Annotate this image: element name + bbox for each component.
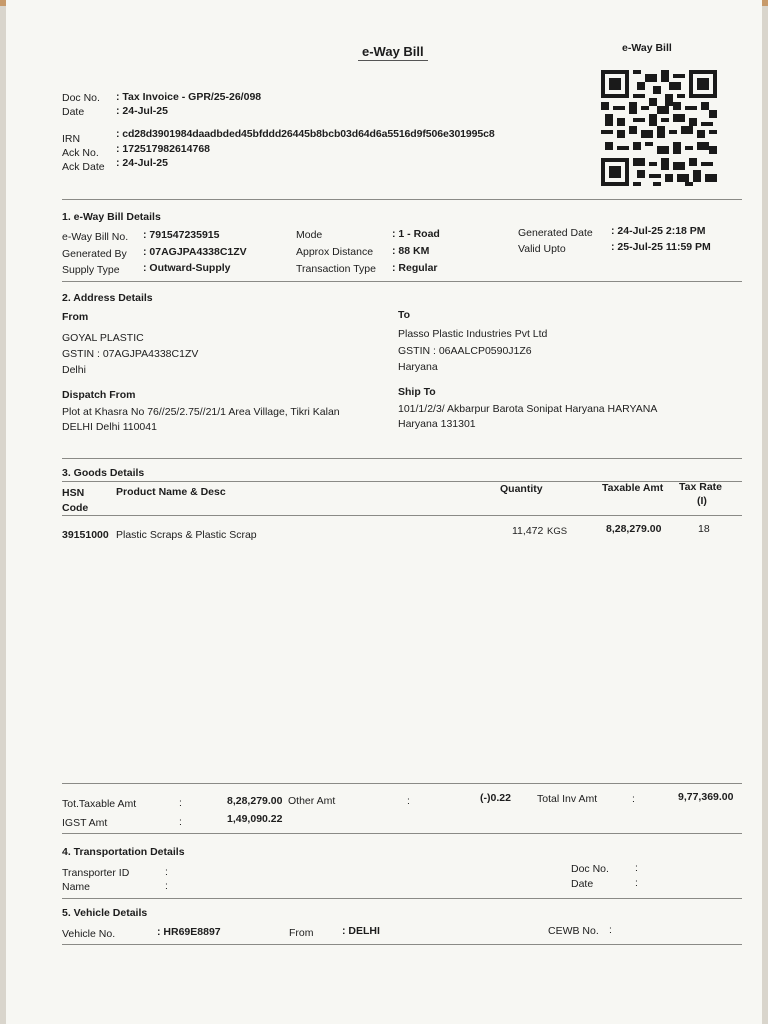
ship-to-label: Ship To bbox=[398, 386, 436, 398]
col-product-header: Product Name & Desc bbox=[116, 486, 226, 498]
ship-line-2: Haryana 131301 bbox=[398, 418, 476, 430]
divider bbox=[62, 898, 742, 899]
generated-date-label: Generated Date bbox=[518, 227, 593, 239]
title-underline bbox=[358, 60, 428, 61]
ack-no-value: : 172517982614768 bbox=[116, 143, 211, 155]
col-taxable-header: Taxable Amt bbox=[602, 482, 664, 494]
quantity-cell: 11,472 bbox=[512, 525, 544, 537]
ack-date-label: Ack Date bbox=[62, 161, 105, 173]
colon: : bbox=[635, 877, 638, 889]
igst-value: 1,49,090.22 bbox=[227, 813, 283, 825]
vehicle-no-label: Vehicle No. bbox=[62, 928, 116, 940]
from-name: GOYAL PLASTIC bbox=[62, 332, 144, 344]
qr-code-icon bbox=[600, 70, 718, 186]
col-hsn-header-2: Code bbox=[62, 502, 89, 514]
divider bbox=[62, 515, 742, 516]
colon: : bbox=[179, 797, 182, 809]
product-cell: Plastic Scraps & Plastic Scrap bbox=[116, 529, 257, 541]
ack-no-label: Ack No. bbox=[62, 147, 99, 159]
transporter-id-label: Transporter ID bbox=[62, 867, 130, 879]
colon: : bbox=[179, 816, 182, 828]
colon: : bbox=[609, 924, 612, 936]
colon: : bbox=[632, 793, 635, 805]
section-ewb-title: 1. e-Way Bill Details bbox=[62, 211, 161, 223]
section-transport-title: 4. Transportation Details bbox=[62, 846, 185, 858]
doc-no-label: Doc No. bbox=[62, 92, 100, 104]
transaction-type-label: Transaction Type bbox=[296, 263, 376, 275]
cewb-no-label: CEWB No. bbox=[548, 925, 599, 937]
to-label: To bbox=[398, 309, 411, 321]
from-label: From bbox=[62, 311, 89, 323]
dispatch-line-1: Plot at Khasra No 76//25/2.75//21/1 Area Village, Tikri Kalan bbox=[62, 406, 340, 418]
rate-cell: 18 bbox=[698, 523, 710, 535]
other-amt-value: (-)0.22 bbox=[480, 792, 511, 804]
to-state: Haryana bbox=[398, 361, 438, 373]
date-value: : 24-Jul-25 bbox=[116, 105, 168, 117]
divider bbox=[62, 281, 742, 282]
from-gstin: GSTIN : 07AGJPA4338C1ZV bbox=[62, 348, 199, 360]
total-inv-value: 9,77,369.00 bbox=[678, 791, 734, 803]
dispatch-line-2: DELHI Delhi 110041 bbox=[62, 421, 157, 433]
valid-upto-label: Valid Upto bbox=[518, 243, 566, 255]
igst-label: IGST Amt bbox=[62, 817, 108, 829]
divider bbox=[62, 199, 742, 200]
colon: : bbox=[165, 866, 168, 878]
transport-doc-no-label: Doc No. bbox=[571, 863, 609, 875]
section-goods-title: 3. Goods Details bbox=[62, 467, 145, 479]
colon: : bbox=[165, 880, 168, 892]
to-gstin: GSTIN : 06AALCP0590J1Z6 bbox=[398, 345, 532, 357]
divider bbox=[62, 783, 742, 784]
generated-by-label: Generated By bbox=[62, 248, 127, 260]
tot-taxable-label: Tot.Taxable Amt bbox=[62, 798, 137, 810]
mode-label: Mode bbox=[296, 229, 323, 241]
vehicle-from-label: From bbox=[289, 927, 314, 939]
divider bbox=[62, 458, 742, 459]
generated-date-value: : 24-Jul-25 2:18 PM bbox=[611, 225, 706, 237]
supply-type-label: Supply Type bbox=[62, 264, 120, 276]
eway-bill-document bbox=[6, 0, 762, 1024]
bill-no-value: : 791547235915 bbox=[143, 229, 220, 241]
tot-taxable-value: 8,28,279.00 bbox=[227, 795, 283, 807]
distance-label: Approx Distance bbox=[296, 246, 374, 258]
bill-no-label: e-Way Bill No. bbox=[62, 231, 129, 243]
mode-value: : 1 - Road bbox=[392, 228, 440, 240]
transport-date-label: Date bbox=[571, 878, 594, 890]
transporter-name-label: Name bbox=[62, 881, 91, 893]
colon: : bbox=[407, 795, 410, 807]
col-hsn-header: HSN bbox=[62, 487, 85, 499]
divider bbox=[62, 944, 742, 945]
col-quantity-header: Quantity bbox=[500, 483, 543, 495]
supply-type-value: : Outward-Supply bbox=[143, 262, 231, 274]
valid-upto-value: : 25-Jul-25 11:59 PM bbox=[611, 241, 711, 253]
irn-label: IRN bbox=[62, 133, 81, 145]
hsn-cell: 39151000 bbox=[62, 529, 109, 541]
distance-value: : 88 KM bbox=[392, 245, 430, 257]
section-address-title: 2. Address Details bbox=[62, 292, 153, 304]
unit-cell: KGS bbox=[547, 526, 568, 537]
corner-label: e-Way Bill bbox=[622, 42, 672, 54]
total-inv-label: Total Inv Amt bbox=[537, 793, 598, 805]
transaction-type-value: : Regular bbox=[392, 262, 438, 274]
to-name: Plasso Plastic Industries Pvt Ltd bbox=[398, 328, 548, 340]
other-amt-label: Other Amt bbox=[288, 795, 336, 807]
vehicle-no-value: : HR69E8897 bbox=[157, 926, 221, 938]
ship-line-1: 101/1/2/3/ Akbarpur Barota Sonipat Haryana HARYANA bbox=[398, 403, 658, 415]
ack-date-value: : 24-Jul-25 bbox=[116, 157, 168, 169]
colon: : bbox=[635, 862, 638, 874]
generated-by-value: : 07AGJPA4338C1ZV bbox=[143, 246, 247, 258]
page-title: e-Way Bill bbox=[362, 44, 424, 59]
vehicle-from-value: : DELHI bbox=[342, 925, 380, 937]
doc-no-value: : Tax Invoice - GPR/25-26/098 bbox=[116, 91, 262, 103]
dispatch-from-label: Dispatch From bbox=[62, 389, 136, 401]
section-vehicle-title: 5. Vehicle Details bbox=[62, 907, 148, 919]
taxable-cell: 8,28,279.00 bbox=[606, 523, 662, 535]
from-state: Delhi bbox=[62, 364, 86, 376]
divider bbox=[62, 833, 742, 834]
irn-value: : cd28d3901984daadbded45bfddd26445b8bcb03d64d6a5516d9f506e301995c8 bbox=[116, 128, 495, 140]
date-label: Date bbox=[62, 106, 85, 118]
col-rate-header-2: (I) bbox=[697, 495, 707, 507]
col-rate-header: Tax Rate bbox=[679, 481, 722, 493]
